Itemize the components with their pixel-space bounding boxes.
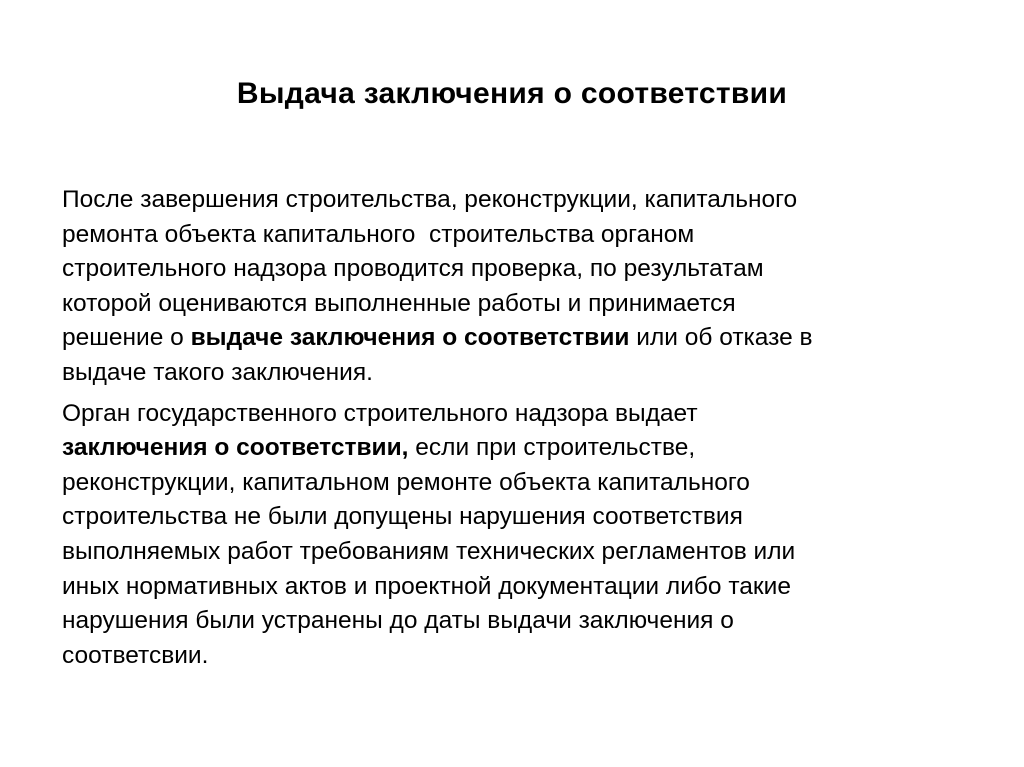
text-fragment: решение о [62,324,191,352]
slide-title: Выдача заключения о соответствии [236,77,788,110]
text-line: реконструкции, капитальном ремонте объекта капитального [62,468,750,496]
text-line [62,431,962,466]
text-line: Орган государственного строительного надзора выдает [62,399,698,427]
slide-body [62,183,962,679]
text-line: ремонта объекта капитального строительства органом [62,220,695,248]
text-fragment: если при строительстве, [408,434,696,462]
bold-term: выдаче заключения о соответствии [190,324,630,352]
text-fragment: или об отказе в [629,324,813,352]
bold-term: заключения о соответствии, [62,434,409,462]
text-line: строительства не были допущены нарушения соответствия [62,503,743,531]
paragraph-issuing-conditions [62,397,962,674]
text-line: соответсвии. [62,641,209,669]
text-line [62,321,962,356]
text-line: После завершения строительства, реконструкции, капитального [62,186,798,213]
text-line: которой оцениваются выполненные работы и принимается [62,289,736,317]
text-line: выполняемых работ требованиям технических регламентов или [62,537,796,565]
text-line: нарушения были устранены до даты выдачи заключения о [62,607,734,635]
text-line: выдаче такого заключения. [62,358,373,386]
text-line: иных нормативных актов и проектной документации либо такие [62,572,791,600]
paragraph-completion-check [62,183,962,391]
text-line: строительного надзора проводится проверка, по результатам [62,255,764,283]
